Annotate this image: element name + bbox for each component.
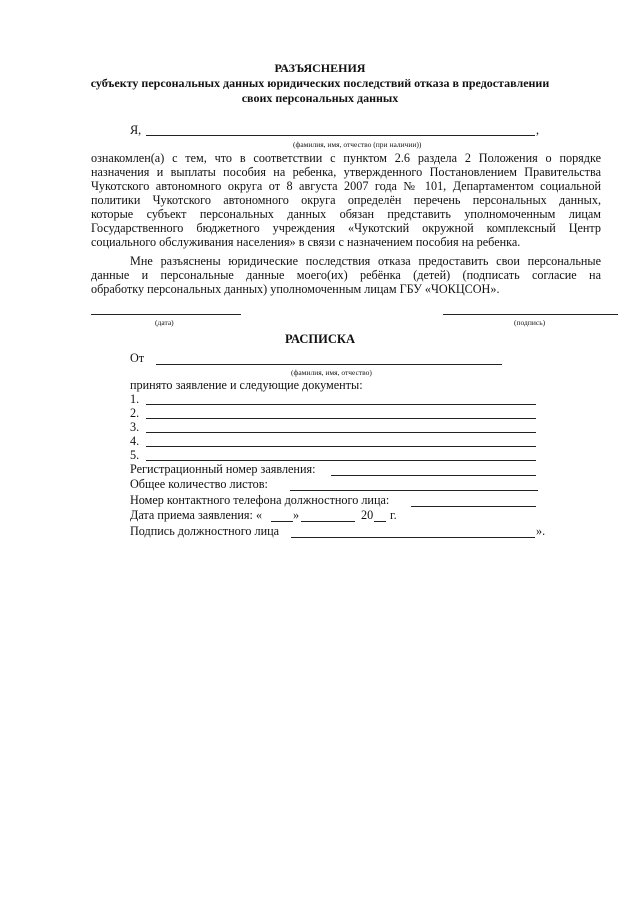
acceptance-year-suffix: г.	[390, 508, 397, 522]
acceptance-year-line[interactable]	[374, 521, 386, 522]
document-item-number: 5.	[130, 448, 140, 462]
receipt-from-caption: (фамилия, имя, отчество)	[291, 368, 372, 377]
document-item-number: 3.	[130, 420, 140, 434]
paragraph-2-line: данные и персональные данные моего(их) ребёнка (детей) (подписать согласие на	[91, 268, 601, 282]
registration-label: Регистрационный номер заявления:	[130, 462, 316, 476]
document-item-line[interactable]	[146, 446, 536, 447]
receipt-title: РАСПИСКА	[284, 332, 356, 346]
paragraph-1-line: Чукотского автономного округа от 8 августа 2007 года № 101, Департаментом социальной	[91, 179, 601, 193]
signature-caption: (подпись)	[514, 318, 546, 327]
document-item-number: 2.	[130, 406, 140, 420]
paragraph-2-line: Мне разъяснены юридические последствия отказа предоставить свои персональные	[130, 254, 601, 268]
receipt-from-label: От	[130, 351, 145, 365]
signature-line[interactable]	[443, 314, 618, 315]
phone-label: Номер контактного телефона должностного лица:	[130, 493, 390, 507]
registration-line[interactable]	[331, 475, 536, 476]
paragraph-1-line: политики Чукотского автономного округа определён перечень персональных данных,	[91, 193, 601, 207]
declaration-prefix: Я,	[130, 123, 142, 137]
document-item-line[interactable]	[146, 418, 536, 419]
document-subtitle-line-1: субъекту персональных данных юридических последствий отказа в предоставлении	[90, 76, 550, 90]
phone-line[interactable]	[411, 506, 536, 507]
full-name-line[interactable]	[146, 135, 535, 136]
acceptance-day-line[interactable]	[271, 521, 293, 522]
acceptance-year-prefix: 20	[361, 508, 374, 522]
paragraph-1-line: которые субъект персональных данных обязан представить уполномоченным лицам	[91, 207, 601, 221]
document-item-line[interactable]	[146, 432, 536, 433]
document-item-number: 4.	[130, 434, 140, 448]
paragraph-1-line: ознакомлен(а) с тем, что в соответствии с пунктом 2.6 раздела 2 Положения о порядке	[91, 151, 601, 165]
sheets-label: Общее количество листов:	[130, 477, 268, 491]
document-subtitle-line-2: своих персональных данных	[241, 91, 399, 105]
acceptance-month-line[interactable]	[301, 521, 355, 522]
paragraph-1-line: социального обслуживания населения» в связи с назначением пособия на ребенка.	[91, 235, 521, 249]
paragraph-1-line: назначения и выплаты пособия на ребенка, утвержденного Постановлением Правительства	[91, 165, 601, 179]
date-line[interactable]	[91, 314, 241, 315]
declaration-suffix: ,	[536, 123, 540, 137]
document-item-number: 1.	[130, 392, 140, 406]
document-item-line[interactable]	[146, 404, 536, 405]
document-item-line[interactable]	[146, 460, 536, 461]
receipt-accepted-text: принято заявление и следующие документы:	[130, 378, 363, 392]
acceptance-date-prefix: Дата приема заявления: «	[130, 508, 263, 522]
sheets-line[interactable]	[290, 490, 538, 491]
acceptance-date-quote: »	[293, 508, 300, 522]
full-name-caption: (фамилия, имя, отчество (при наличии))	[293, 140, 422, 149]
official-signature-line[interactable]	[291, 537, 535, 538]
paragraph-1-line: Государственного бюджетного учреждения «Чукотский окружной комплексный Центр	[91, 221, 601, 235]
official-signature-end: ».	[536, 524, 546, 538]
official-signature-label: Подпись должностного лица	[130, 524, 280, 538]
date-caption: (дата)	[155, 318, 174, 327]
receipt-from-line[interactable]	[156, 364, 502, 365]
paragraph-2-line: обработку персональных данных) уполномоченным лицам ГБУ «ЧОКЦСОН».	[91, 282, 500, 296]
document-title: РАЗЪЯСНЕНИЯ	[274, 61, 366, 75]
